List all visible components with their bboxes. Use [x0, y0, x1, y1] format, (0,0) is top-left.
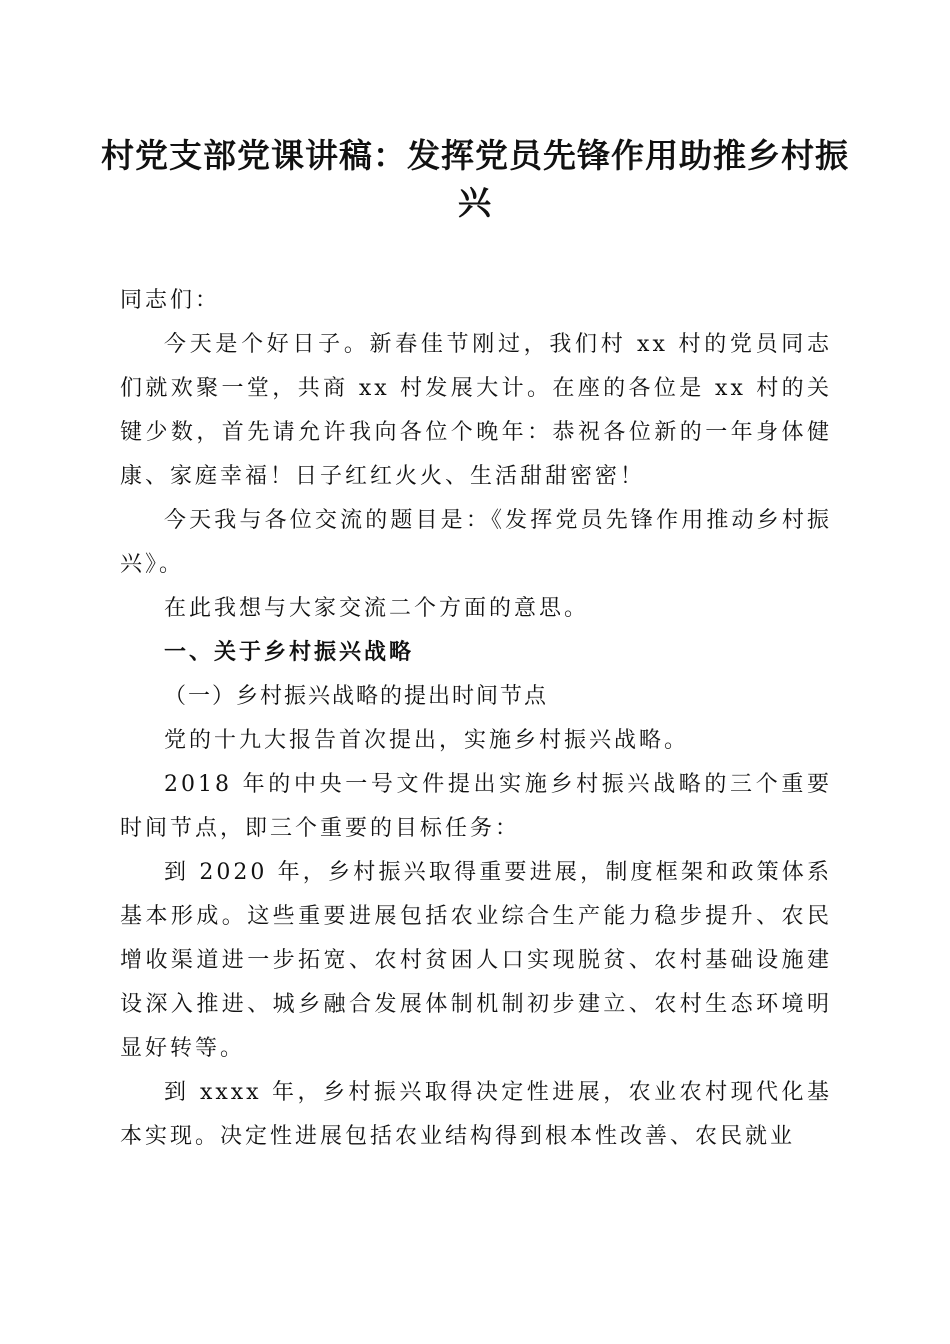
paragraph-xxxx-goal: 到 xxxx 年，乡村振兴取得决定性进展，农业农村现代化基本实现。决定性进展包括农业结构得到根本性改善、农民就业: [120, 1080, 832, 1149]
paragraph-outline: 在此我想与大家交流二个方面的意思。: [164, 596, 590, 621]
section-heading-1: 一、关于乡村振兴战略: [164, 640, 415, 665]
subsection-heading-1: （一）乡村振兴战略的提出时间节点: [164, 684, 549, 709]
paragraph-topic: 今天我与各位交流的题目是：《发挥党员先锋作用推动乡村振兴》。: [120, 508, 832, 577]
document-title: 村党支部党课讲稿：发挥党员先锋作用助推乡村振兴: [101, 136, 849, 222]
paragraph-2018-document: 2018 年的中央一号文件提出实施乡村振兴战略的三个重要时间节点，即三个重要的目标任务：: [120, 772, 832, 841]
salutation: 同志们：: [120, 288, 221, 313]
paragraph-greeting: 今天是个好日子。新春佳节刚过，我们村 xx 村的党员同志们就欢聚一堂，共商 xx 村发展大计。在座的各位是 xx 村的关键少数，首先请允许我向各位个晚年：恭祝各位新的一年身体健康、家庭幸福！日子红红火火、生活甜甜密密！: [120, 332, 832, 489]
paragraph-2020-goal: 到 2020 年，乡村振兴取得重要进展，制度框架和政策体系基本形成。这些重要进展包括农业综合生产能力稳步提升、农民增收渠道进一步拓宽、农村贫困人口实现脱贫、农村基础设施建设深入推进、城乡融合发展体制机制初步建立、农村生态环境明显好转等。: [120, 860, 832, 1061]
document-body: [120, 279, 832, 1159]
paragraph-19th-congress: 党的十九大报告首次提出，实施乡村振兴战略。: [164, 728, 690, 753]
